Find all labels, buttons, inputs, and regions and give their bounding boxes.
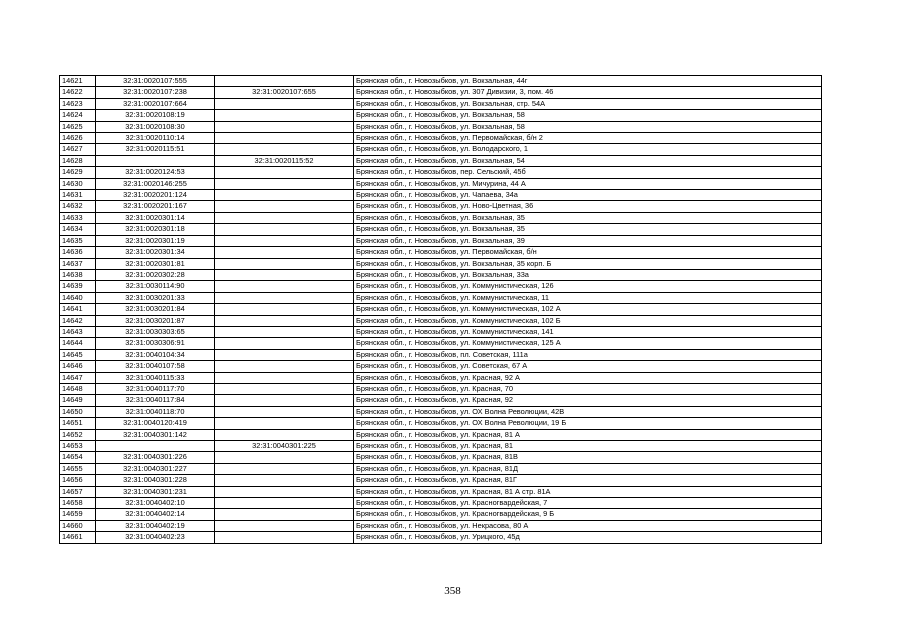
- address-cell: Брянская обл., г. Новозыбков, ул. Красногвардейская, 7: [354, 498, 822, 509]
- page-number: 358: [444, 585, 461, 597]
- table-row: [60, 247, 822, 258]
- address-cell: Брянская обл., г. Новозыбков, ул. Первомайская, б/н 2: [354, 133, 822, 144]
- parent-cadastral-number-cell: [215, 178, 354, 189]
- table-row: [60, 201, 822, 212]
- row-number-cell: 14635: [60, 235, 96, 246]
- table-row: [60, 224, 822, 235]
- table-row: [60, 98, 822, 109]
- address-cell: Брянская обл., г. Новозыбков, ул. Красная, 81В: [354, 452, 822, 463]
- address-cell: Брянская обл., г. Новозыбков, ул. Красная, 81 А: [354, 429, 822, 440]
- address-cell: Брянская обл., г. Новозыбков, ул. Вокзальная, 33а: [354, 269, 822, 280]
- parent-cadastral-number-cell: [215, 247, 354, 258]
- cadastral-number-cell: 32:31:0020107:555: [96, 76, 215, 87]
- parent-cadastral-number-cell: [215, 498, 354, 509]
- cadastral-number-cell: 32:31:0030201:33: [96, 292, 215, 303]
- table-row: [60, 498, 822, 509]
- address-cell: Брянская обл., г. Новозыбков, пл. Советская, 111а: [354, 349, 822, 360]
- table-row: [60, 121, 822, 132]
- cadastral-number-cell: 32:31:0020301:18: [96, 224, 215, 235]
- address-cell: Брянская обл., г. Новозыбков, ул. Красная, 81Д: [354, 463, 822, 474]
- row-number-cell: 14630: [60, 178, 96, 189]
- cadastral-number-cell: 32:31:0030306:91: [96, 338, 215, 349]
- parent-cadastral-number-cell: [215, 509, 354, 520]
- cadastral-number-cell: 32:31:0040120:419: [96, 418, 215, 429]
- row-number-cell: 14660: [60, 520, 96, 531]
- parent-cadastral-number-cell: [215, 475, 354, 486]
- table-row: [60, 441, 822, 452]
- address-cell: Брянская обл., г. Новозыбков, ул. Красная, 92: [354, 395, 822, 406]
- row-number-cell: 14629: [60, 167, 96, 178]
- parent-cadastral-number-cell: [215, 338, 354, 349]
- cadastral-number-cell: 32:31:0030114:90: [96, 281, 215, 292]
- table-row: [60, 155, 822, 166]
- address-cell: Брянская обл., г. Новозыбков, ул. Вокзальная, 35: [354, 224, 822, 235]
- cadastral-number-cell: 32:31:0020301:19: [96, 235, 215, 246]
- table-row: [60, 326, 822, 337]
- cadastral-number-cell: 32:31:0020201:124: [96, 190, 215, 201]
- registry-table: [59, 75, 822, 544]
- cadastral-number-cell: 32:31:0040402:19: [96, 520, 215, 531]
- table-row: [60, 418, 822, 429]
- address-cell: Брянская обл., г. Новозыбков, ул. Коммунистическая, 125 А: [354, 338, 822, 349]
- row-number-cell: 14657: [60, 486, 96, 497]
- address-cell: Брянская обл., г. Новозыбков, ул. Коммунистическая, 11: [354, 292, 822, 303]
- cadastral-number-cell: 32:31:0040115:33: [96, 372, 215, 383]
- cadastral-number-cell: 32:31:0040301:228: [96, 475, 215, 486]
- table-row: [60, 178, 822, 189]
- table-row: [60, 520, 822, 531]
- row-number-cell: 14638: [60, 269, 96, 280]
- parent-cadastral-number-cell: 32:31:0020115:52: [215, 155, 354, 166]
- parent-cadastral-number-cell: [215, 224, 354, 235]
- cadastral-number-cell: 32:31:0020107:238: [96, 87, 215, 98]
- cadastral-number-cell: 32:31:0030201:87: [96, 315, 215, 326]
- cadastral-number-cell: 32:31:0020201:167: [96, 201, 215, 212]
- row-number-cell: 14658: [60, 498, 96, 509]
- table-row: [60, 235, 822, 246]
- parent-cadastral-number-cell: 32:31:0040301:225: [215, 441, 354, 452]
- address-cell: Брянская обл., г. Новозыбков, ул. Урицкого, 45д: [354, 532, 822, 543]
- parent-cadastral-number-cell: [215, 133, 354, 144]
- table-row: [60, 110, 822, 121]
- row-number-cell: 14649: [60, 395, 96, 406]
- address-cell: Брянская обл., г. Новозыбков, ул. Коммунистическая, 102 А: [354, 304, 822, 315]
- address-cell: Брянская обл., г. Новозыбков, ул. ОХ Волна Революции, 42В: [354, 406, 822, 417]
- row-number-cell: 14645: [60, 349, 96, 360]
- table-row: [60, 372, 822, 383]
- table-row: [60, 406, 822, 417]
- parent-cadastral-number-cell: [215, 532, 354, 543]
- row-number-cell: 14646: [60, 361, 96, 372]
- address-cell: Брянская обл., г. Новозыбков, ул. Вокзальная, 39: [354, 235, 822, 246]
- table-row: [60, 144, 822, 155]
- table-row: [60, 463, 822, 474]
- parent-cadastral-number-cell: [215, 395, 354, 406]
- address-cell: Брянская обл., г. Новозыбков, ул. 307 Дивизии, 3, пом. 46: [354, 87, 822, 98]
- address-cell: Брянская обл., г. Новозыбков, ул. Мичурина, 44 А: [354, 178, 822, 189]
- row-number-cell: 14655: [60, 463, 96, 474]
- table-row: [60, 395, 822, 406]
- table-row: [60, 190, 822, 201]
- cadastral-number-cell: 32:31:0040118:70: [96, 406, 215, 417]
- parent-cadastral-number-cell: [215, 520, 354, 531]
- row-number-cell: 14656: [60, 475, 96, 486]
- cadastral-number-cell: 32:31:0020302:28: [96, 269, 215, 280]
- address-cell: Брянская обл., г. Новозыбков, ул. Советская, 67 А: [354, 361, 822, 372]
- parent-cadastral-number-cell: [215, 429, 354, 440]
- row-number-cell: 14651: [60, 418, 96, 429]
- parent-cadastral-number-cell: [215, 406, 354, 417]
- parent-cadastral-number-cell: [215, 349, 354, 360]
- table-row: [60, 167, 822, 178]
- registry-table-container: [59, 75, 822, 544]
- cadastral-number-cell: 32:31:0020124:53: [96, 167, 215, 178]
- row-number-cell: 14639: [60, 281, 96, 292]
- row-number-cell: 14643: [60, 326, 96, 337]
- row-number-cell: 14622: [60, 87, 96, 98]
- row-number-cell: 14637: [60, 258, 96, 269]
- cadastral-number-cell: 32:31:0020108:30: [96, 121, 215, 132]
- parent-cadastral-number-cell: [215, 201, 354, 212]
- parent-cadastral-number-cell: [215, 304, 354, 315]
- address-cell: Брянская обл., г. Новозыбков, ул. Красная, 70: [354, 383, 822, 394]
- row-number-cell: 14636: [60, 247, 96, 258]
- table-row: [60, 361, 822, 372]
- row-number-cell: 14650: [60, 406, 96, 417]
- row-number-cell: 14654: [60, 452, 96, 463]
- cadastral-number-cell: 32:31:0040104:34: [96, 349, 215, 360]
- table-row: [60, 258, 822, 269]
- cadastral-number-cell: 32:31:0020301:81: [96, 258, 215, 269]
- cadastral-number-cell: 32:31:0040301:226: [96, 452, 215, 463]
- row-number-cell: 14640: [60, 292, 96, 303]
- parent-cadastral-number-cell: [215, 212, 354, 223]
- address-cell: Брянская обл., г. Новозыбков, ул. Красногвардейская, 9 Б: [354, 509, 822, 520]
- row-number-cell: 14647: [60, 372, 96, 383]
- table-row: [60, 532, 822, 543]
- address-cell: Брянская обл., г. Новозыбков, ул. Коммунистическая, 102 Б: [354, 315, 822, 326]
- table-row: [60, 475, 822, 486]
- parent-cadastral-number-cell: [215, 167, 354, 178]
- parent-cadastral-number-cell: [215, 326, 354, 337]
- row-number-cell: 14641: [60, 304, 96, 315]
- parent-cadastral-number-cell: [215, 452, 354, 463]
- table-row: [60, 281, 822, 292]
- parent-cadastral-number-cell: [215, 315, 354, 326]
- address-cell: Брянская обл., г. Новозыбков, ул. Вокзальная, 44г: [354, 76, 822, 87]
- address-cell: Брянская обл., г. Новозыбков, ул. Красная, 81Г: [354, 475, 822, 486]
- address-cell: Брянская обл., г. Новозыбков, пер. Сельский, 45б: [354, 167, 822, 178]
- address-cell: Брянская обл., г. Новозыбков, ул. Вокзальная, стр. 54А: [354, 98, 822, 109]
- cadastral-number-cell: 32:31:0040402:14: [96, 509, 215, 520]
- row-number-cell: 14661: [60, 532, 96, 543]
- cadastral-number-cell: [96, 441, 215, 452]
- table-row: [60, 133, 822, 144]
- cadastral-number-cell: 32:31:0020301:34: [96, 247, 215, 258]
- table-row: [60, 292, 822, 303]
- parent-cadastral-number-cell: [215, 418, 354, 429]
- row-number-cell: 14624: [60, 110, 96, 121]
- row-number-cell: 14648: [60, 383, 96, 394]
- table-row: [60, 87, 822, 98]
- table-row: [60, 486, 822, 497]
- cadastral-number-cell: 32:31:0040301:231: [96, 486, 215, 497]
- parent-cadastral-number-cell: [215, 235, 354, 246]
- row-number-cell: 14631: [60, 190, 96, 201]
- table-row: [60, 315, 822, 326]
- table-row: [60, 349, 822, 360]
- address-cell: Брянская обл., г. Новозыбков, ул. Вокзальная, 35: [354, 212, 822, 223]
- parent-cadastral-number-cell: [215, 269, 354, 280]
- row-number-cell: 14621: [60, 76, 96, 87]
- row-number-cell: 14623: [60, 98, 96, 109]
- address-cell: Брянская обл., г. Новозыбков, ул. Вокзальная, 58: [354, 121, 822, 132]
- row-number-cell: 14653: [60, 441, 96, 452]
- parent-cadastral-number-cell: [215, 98, 354, 109]
- table-row: [60, 304, 822, 315]
- parent-cadastral-number-cell: [215, 144, 354, 155]
- cadastral-number-cell: 32:31:0040402:10: [96, 498, 215, 509]
- parent-cadastral-number-cell: [215, 292, 354, 303]
- cadastral-number-cell: 32:31:0030201:84: [96, 304, 215, 315]
- parent-cadastral-number-cell: [215, 463, 354, 474]
- registry-table-body: [60, 76, 822, 544]
- address-cell: Брянская обл., г. Новозыбков, ул. Вокзальная, 35 корп. Б: [354, 258, 822, 269]
- row-number-cell: 14644: [60, 338, 96, 349]
- cadastral-number-cell: 32:31:0020110:14: [96, 133, 215, 144]
- address-cell: Брянская обл., г. Новозыбков, ул. Некрасова, 80 А: [354, 520, 822, 531]
- address-cell: Брянская обл., г. Новозыбков, ул. Вокзальная, 58: [354, 110, 822, 121]
- cadastral-number-cell: 32:31:0040301:142: [96, 429, 215, 440]
- row-number-cell: 14626: [60, 133, 96, 144]
- parent-cadastral-number-cell: [215, 110, 354, 121]
- address-cell: Брянская обл., г. Новозыбков, ул. Красная, 92 А: [354, 372, 822, 383]
- cadastral-number-cell: 32:31:0020146:255: [96, 178, 215, 189]
- parent-cadastral-number-cell: [215, 121, 354, 132]
- address-cell: Брянская обл., г. Новозыбков, ул. Чапаева, 34а: [354, 190, 822, 201]
- table-row: [60, 76, 822, 87]
- table-row: [60, 338, 822, 349]
- parent-cadastral-number-cell: [215, 383, 354, 394]
- address-cell: Брянская обл., г. Новозыбков, ул. Красная, 81: [354, 441, 822, 452]
- cadastral-number-cell: 32:31:0040117:70: [96, 383, 215, 394]
- address-cell: Брянская обл., г. Новозыбков, ул. Вокзальная, 54: [354, 155, 822, 166]
- cadastral-number-cell: [96, 155, 215, 166]
- table-row: [60, 452, 822, 463]
- parent-cadastral-number-cell: [215, 486, 354, 497]
- address-cell: Брянская обл., г. Новозыбков, ул. Красная, 81 А стр. 81А: [354, 486, 822, 497]
- table-row: [60, 429, 822, 440]
- row-number-cell: 14642: [60, 315, 96, 326]
- parent-cadastral-number-cell: 32:31:0020107:655: [215, 87, 354, 98]
- parent-cadastral-number-cell: [215, 76, 354, 87]
- address-cell: Брянская обл., г. Новозыбков, ул. ОХ Волна Революции, 19 Б: [354, 418, 822, 429]
- address-cell: Брянская обл., г. Новозыбков, ул. Ново-Цветная, 36: [354, 201, 822, 212]
- parent-cadastral-number-cell: [215, 190, 354, 201]
- cadastral-number-cell: 32:31:0040301:227: [96, 463, 215, 474]
- row-number-cell: 14627: [60, 144, 96, 155]
- row-number-cell: 14625: [60, 121, 96, 132]
- cadastral-number-cell: 32:31:0020115:51: [96, 144, 215, 155]
- cadastral-number-cell: 32:31:0020108:19: [96, 110, 215, 121]
- table-row: [60, 212, 822, 223]
- cadastral-number-cell: 32:31:0040117:84: [96, 395, 215, 406]
- cadastral-number-cell: 32:31:0030303:65: [96, 326, 215, 337]
- row-number-cell: 14633: [60, 212, 96, 223]
- table-row: [60, 269, 822, 280]
- cadastral-number-cell: 32:31:0020301:14: [96, 212, 215, 223]
- cadastral-number-cell: 32:31:0040107:58: [96, 361, 215, 372]
- row-number-cell: 14659: [60, 509, 96, 520]
- parent-cadastral-number-cell: [215, 281, 354, 292]
- address-cell: Брянская обл., г. Новозыбков, ул. Володарского, 1: [354, 144, 822, 155]
- table-row: [60, 509, 822, 520]
- row-number-cell: 14628: [60, 155, 96, 166]
- row-number-cell: 14632: [60, 201, 96, 212]
- parent-cadastral-number-cell: [215, 361, 354, 372]
- parent-cadastral-number-cell: [215, 258, 354, 269]
- table-row: [60, 383, 822, 394]
- address-cell: Брянская обл., г. Новозыбков, ул. Коммунистическая, 141: [354, 326, 822, 337]
- address-cell: Брянская обл., г. Новозыбков, ул. Коммунистическая, 126: [354, 281, 822, 292]
- cadastral-number-cell: 32:31:0020107:664: [96, 98, 215, 109]
- parent-cadastral-number-cell: [215, 372, 354, 383]
- row-number-cell: 14652: [60, 429, 96, 440]
- address-cell: Брянская обл., г. Новозыбков, ул. Первомайская, б/н: [354, 247, 822, 258]
- row-number-cell: 14634: [60, 224, 96, 235]
- cadastral-number-cell: 32:31:0040402:23: [96, 532, 215, 543]
